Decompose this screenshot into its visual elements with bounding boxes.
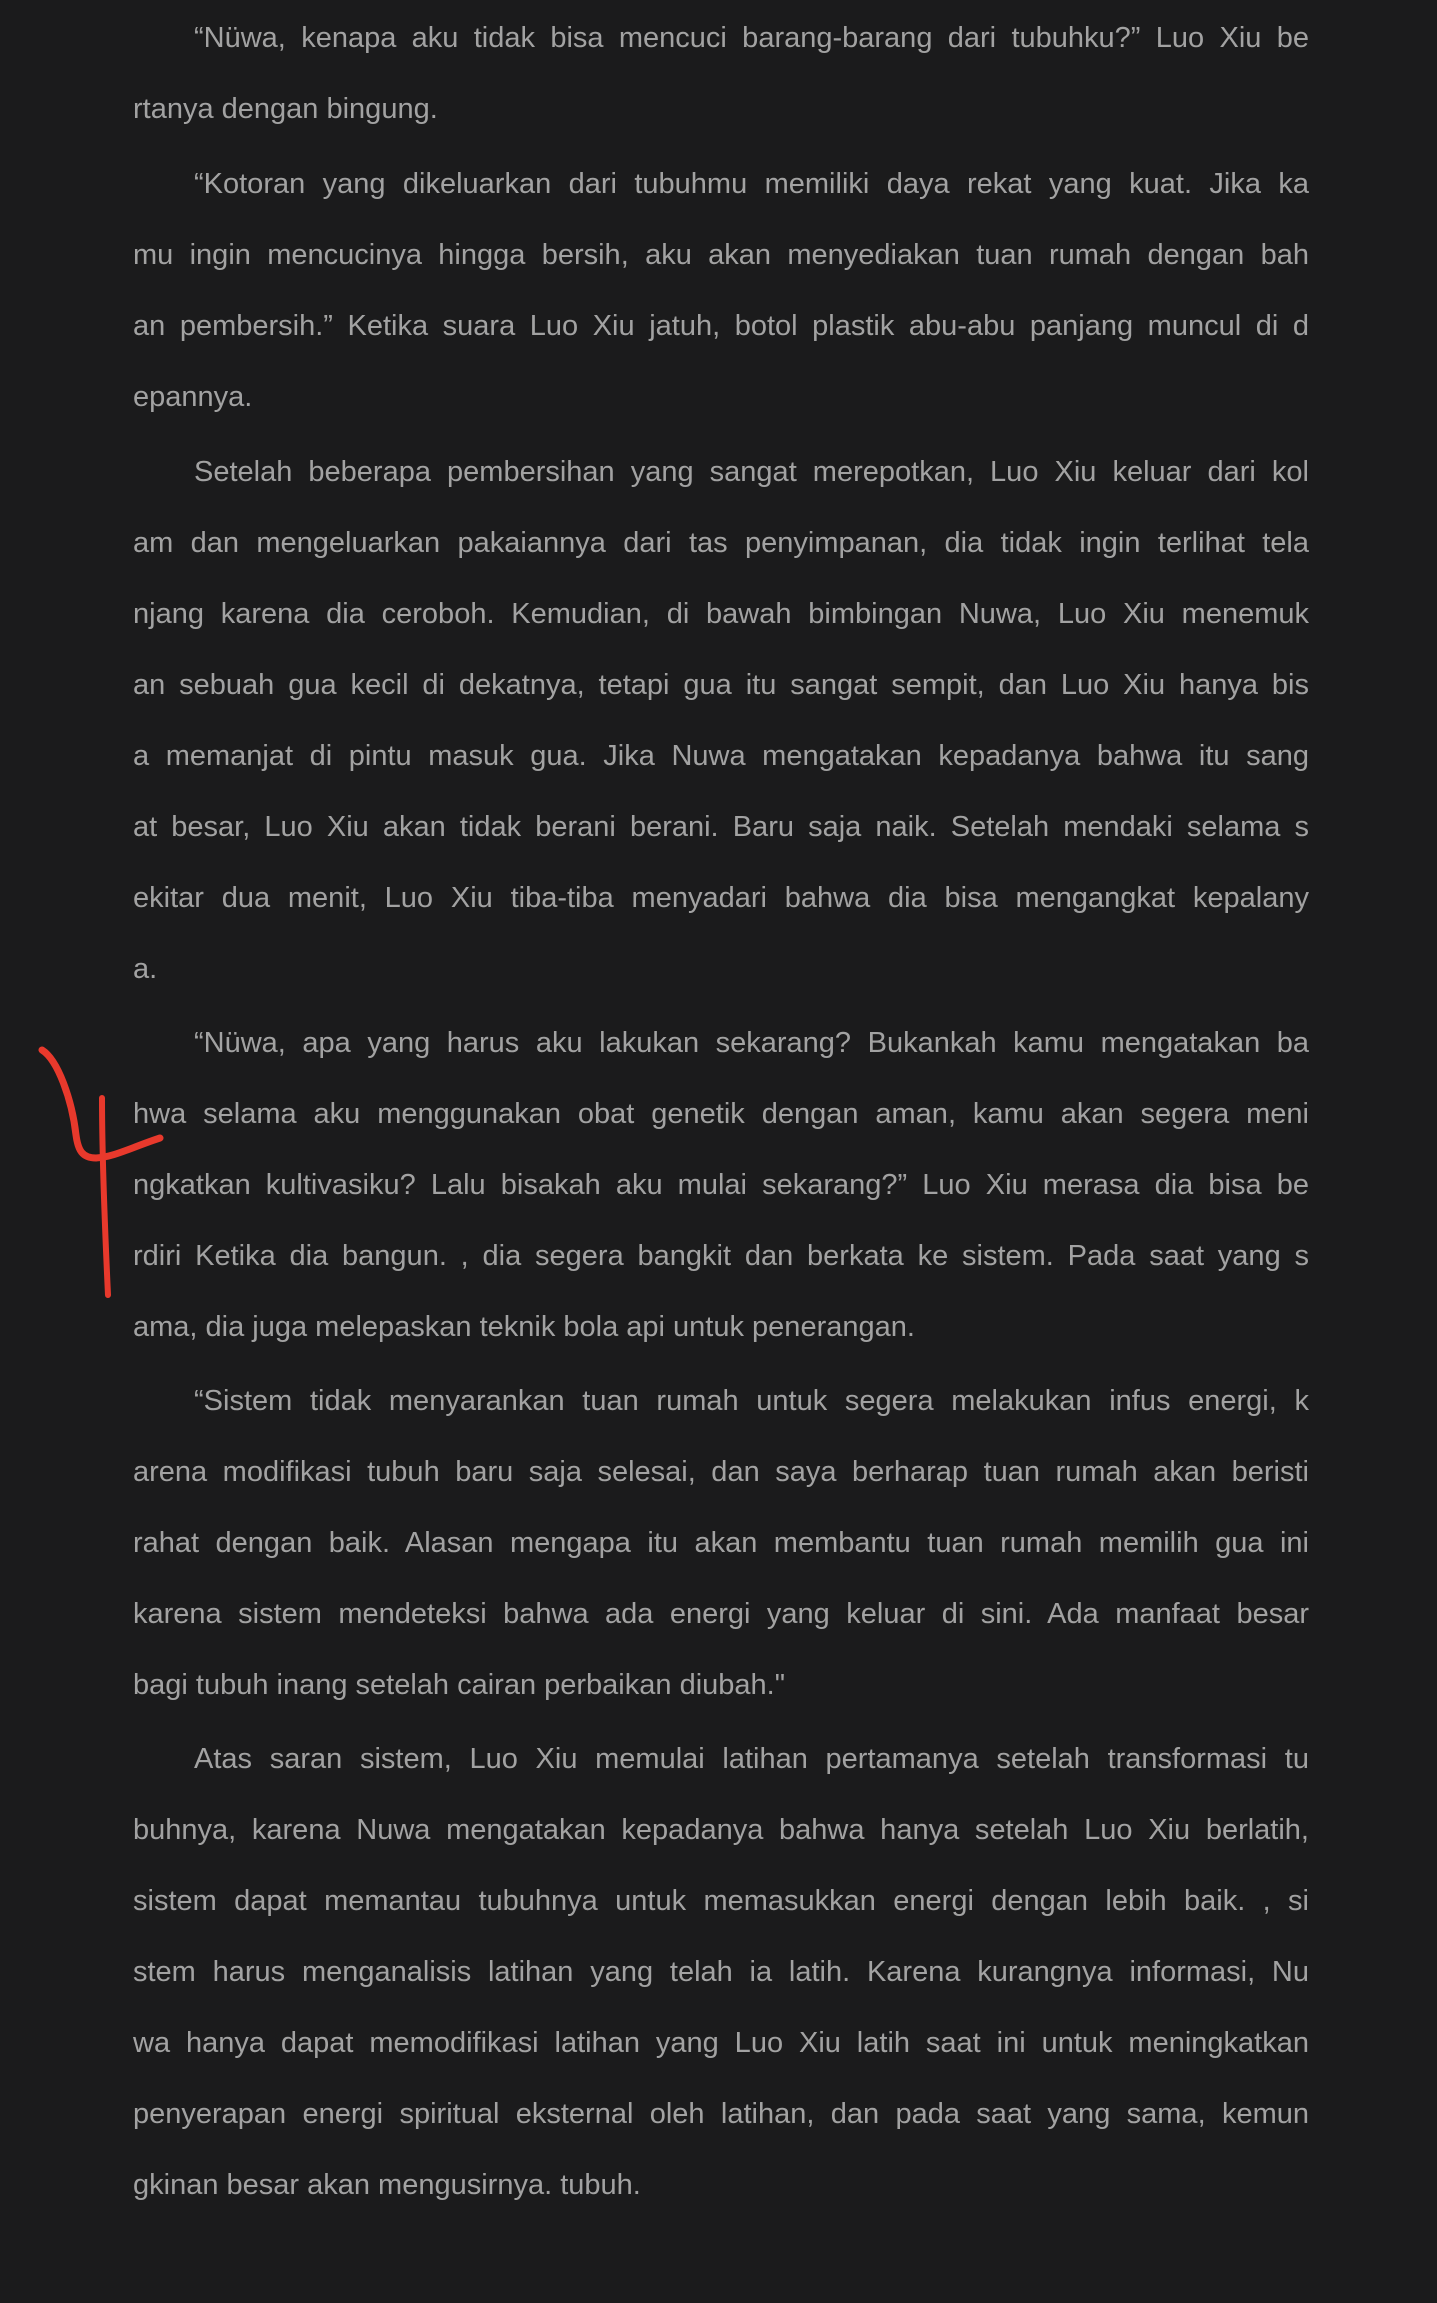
text-line: rdiri Ketika dia bangun. , dia segera bangkit dan berkata ke sistem. Pada saat yang s	[133, 1240, 1309, 1272]
text-line: njang karena dia ceroboh. Kemudian, di bawah bimbingan Nuwa, Luo Xiu menemuk	[133, 598, 1309, 630]
text-line: gkinan besar akan mengusirnya. tubuh.	[133, 2169, 641, 2201]
text-line: buhnya, karena Nuwa mengatakan kepadanya bahwa hanya setelah Luo Xiu berlatih,	[133, 1814, 1309, 1846]
text-line: “Kotoran yang dikeluarkan dari tubuhmu memiliki daya rekat yang kuat. Jika ka	[194, 168, 1309, 200]
text-line: rtanya dengan bingung.	[133, 93, 438, 125]
paragraph-2	[133, 149, 1309, 433]
paragraph-6	[133, 1724, 1309, 2221]
text-line: “Nüwa, apa yang harus aku lakukan sekarang? Bukankah kamu mengatakan ba	[194, 1027, 1309, 1059]
text-line: ama, dia juga melepaskan teknik bola api untuk penerangan.	[133, 1311, 915, 1343]
text-line: ekitar dua menit, Luo Xiu tiba-tiba menyadari bahwa dia bisa mengangkat kepalany	[133, 882, 1309, 914]
text-line: epannya.	[133, 381, 253, 413]
text-line: mu ingin mencucinya hingga bersih, aku akan menyediakan tuan rumah dengan bah	[133, 239, 1309, 271]
text-line: an pembersih.” Ketika suara Luo Xiu jatuh, botol plastik abu-abu panjang muncul di d	[133, 310, 1309, 342]
paragraph-5	[133, 1366, 1309, 1721]
text-line: am dan mengeluarkan pakaiannya dari tas penyimpanan, dia tidak ingin terlihat tela	[133, 527, 1309, 559]
paragraph-1	[133, 3, 1309, 145]
text-line: a.	[133, 953, 158, 985]
text-line: a memanjat di pintu masuk gua. Jika Nuwa mengatakan kepadanya bahwa itu sang	[133, 740, 1309, 772]
paragraph-3	[133, 437, 1309, 1005]
text-line: “Nüwa, kenapa aku tidak bisa mencuci barang-barang dari tubuhku?” Luo Xiu be	[194, 22, 1309, 54]
text-line: penyerapan energi spiritual eksternal oleh latihan, dan pada saat yang sama, kemun	[133, 2098, 1309, 2130]
handwritten-red-mark-icon	[30, 1040, 170, 1310]
text-line: “Sistem tidak menyarankan tuan rumah untuk segera melakukan infus energi, k	[194, 1385, 1309, 1417]
text-line: arena modifikasi tubuh baru saja selesai, dan saya berharap tuan rumah akan beristi	[133, 1456, 1309, 1488]
text-line: rahat dengan baik. Alasan mengapa itu akan membantu tuan rumah memilih gua ini	[133, 1527, 1309, 1559]
text-line: an sebuah gua kecil di dekatnya, tetapi gua itu sangat sempit, dan Luo Xiu hanya bis	[133, 669, 1309, 701]
text-line: Atas saran sistem, Luo Xiu memulai latihan pertamanya setelah transformasi tu	[194, 1743, 1309, 1775]
text-line: hwa selama aku menggunakan obat genetik dengan aman, kamu akan segera meni	[133, 1098, 1309, 1130]
text-line: karena sistem mendeteksi bahwa ada energi yang keluar di sini. Ada manfaat besar	[133, 1598, 1309, 1630]
text-line: wa hanya dapat memodifikasi latihan yang Luo Xiu latih saat ini untuk meningkatkan	[133, 2027, 1309, 2059]
text-line: ngkatkan kultivasiku? Lalu bisakah aku mulai sekarang?” Luo Xiu merasa dia bisa be	[133, 1169, 1309, 1201]
text-line: sistem dapat memantau tubuhnya untuk memasukkan energi dengan lebih baik. , si	[133, 1885, 1309, 1917]
paragraph-4	[133, 1008, 1309, 1363]
text-line: at besar, Luo Xiu akan tidak berani berani. Baru saja naik. Setelah mendaki selama s	[133, 811, 1309, 843]
text-line: bagi tubuh inang setelah cairan perbaikan diubah."	[133, 1669, 786, 1701]
text-line: Setelah beberapa pembersihan yang sangat merepotkan, Luo Xiu keluar dari kol	[194, 456, 1309, 488]
text-line: stem harus menganalisis latihan yang telah ia latih. Karena kurangnya informasi, Nu	[133, 1956, 1309, 1988]
